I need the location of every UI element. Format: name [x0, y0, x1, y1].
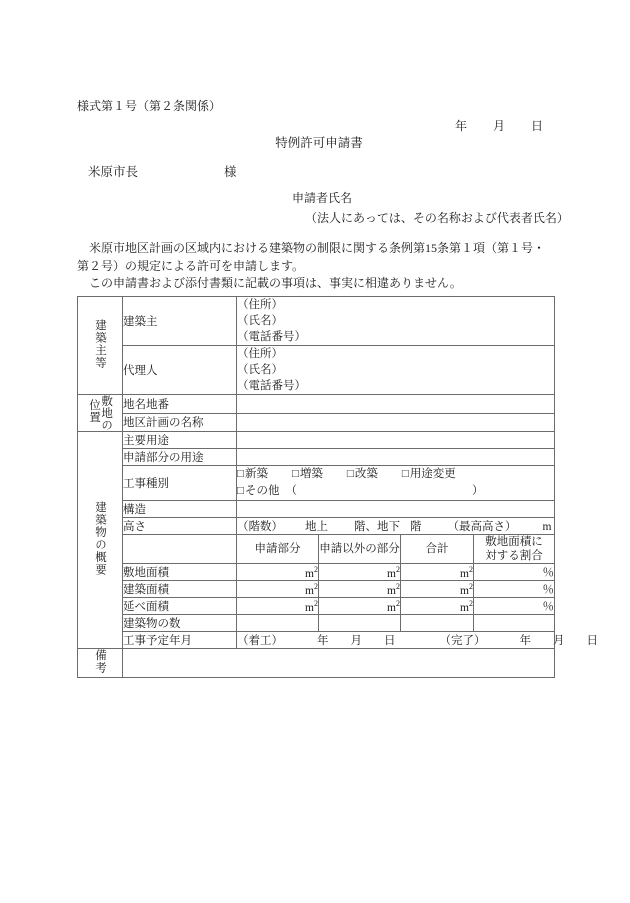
checkbox-option-rebuild[interactable]	[347, 466, 378, 483]
unit-sqm-sup: 2	[396, 564, 400, 574]
group-label-building-outline	[78, 432, 123, 649]
row-label-district-plan-name: 地区計画の名称	[123, 413, 237, 432]
group-label-remarks	[78, 649, 123, 678]
table-row-agent	[78, 346, 555, 395]
checkbox-icon: □	[237, 468, 244, 480]
unit-sqm-sup: 2	[469, 581, 473, 591]
schedule-end-day: 日	[586, 635, 598, 647]
area-header-ratio	[474, 535, 555, 564]
area-header-other: 申請以外の部分	[319, 535, 401, 564]
group-label-site-position-text-b: 位置	[88, 399, 100, 423]
group-label-building-outline-text: 建築物の概要	[94, 501, 107, 576]
field-building-area-applied[interactable]	[237, 581, 319, 598]
builder-name: （氏名）	[237, 315, 283, 327]
height-max-label: （最高高さ）	[447, 521, 517, 533]
row-label-building-count: 建築物の数	[123, 615, 237, 632]
row-label-schedule: 工事予定年月	[123, 632, 237, 649]
checkbox-label-rebuild: 改築	[354, 468, 378, 480]
row-label-applied-part-use: 申請部分の用途	[123, 449, 237, 466]
checkbox-label-new-build: 新築	[244, 468, 268, 480]
field-site-area-applied[interactable]	[237, 564, 319, 581]
request-paragraph: 米原市地区計画の区域内における建築物の制限に関する条例第15条第１項（第１号・第２号）の規定による許可を申請します。	[77, 241, 546, 273]
area-header-ratio-line1: 敷地面積に	[485, 536, 543, 548]
table-row-area-header	[78, 535, 555, 564]
field-applied-part-use[interactable]	[237, 449, 555, 466]
work-type-other-close-paren: ）	[471, 485, 484, 497]
field-building-area-total[interactable]	[401, 581, 474, 598]
applicant-name-note: （法人にあっては、その名称および代表者氏名）	[305, 211, 569, 225]
field-building-area-ratio[interactable]	[474, 581, 555, 598]
date-line	[455, 117, 543, 134]
table-row-lot-number	[78, 395, 555, 414]
schedule-start-day: 日	[384, 635, 396, 647]
area-header-spacer	[123, 535, 237, 564]
date-day-label: 日	[531, 119, 544, 133]
height-floors-label: （階数）	[237, 521, 283, 533]
field-building-count-total[interactable]	[401, 615, 474, 632]
applicant-name-label: 申請者氏名	[292, 191, 353, 205]
table-row-builder	[78, 297, 555, 346]
date-year-label: 年	[455, 119, 468, 133]
unit-percent: ％	[542, 584, 554, 596]
field-building-count-ratio[interactable]	[474, 615, 555, 632]
row-label-building-area: 建築面積	[123, 581, 237, 598]
field-height[interactable]	[237, 518, 555, 535]
checkbox-icon: □	[401, 468, 409, 480]
table-row-building-area	[78, 581, 555, 598]
group-label-site-position-stack	[78, 395, 122, 431]
schedule-start-month: 月	[350, 635, 362, 647]
schedule-end-year: 年	[519, 635, 531, 647]
table-row-structure	[78, 501, 555, 518]
row-label-total-floor-area: 延べ面積	[123, 598, 237, 615]
declaration-paragraph: この申請書および添付書類に記載の事項は、事実に相違ありません。	[89, 276, 462, 290]
work-type-options-row	[237, 466, 554, 483]
field-total-floor-area-other[interactable]	[319, 598, 401, 615]
field-total-floor-area-ratio[interactable]	[474, 598, 555, 615]
field-building-count-applied[interactable]	[237, 615, 319, 632]
checkbox-option-use-change[interactable]	[402, 466, 456, 483]
unit-sqm: m	[305, 584, 314, 597]
work-type-other-row[interactable]	[237, 483, 554, 500]
table-row-total-floor-area	[78, 598, 555, 615]
row-label-builder: 建築主	[123, 297, 237, 346]
addressee-honorific: 様	[224, 165, 237, 179]
unit-percent: ％	[542, 567, 554, 579]
builder-phone: （電話番号）	[237, 331, 306, 343]
schedule-end-month: 月	[553, 635, 565, 647]
checkbox-label-use-change: 用途変更	[409, 468, 456, 480]
checkbox-option-new-build[interactable]	[237, 466, 268, 483]
date-month-label: 月	[493, 119, 506, 133]
field-remarks[interactable]	[123, 649, 555, 678]
unit-sqm-sup: 2	[396, 581, 400, 591]
area-header-total: 合計	[401, 535, 474, 564]
field-total-floor-area-applied[interactable]	[237, 598, 319, 615]
field-main-use[interactable]	[237, 432, 555, 449]
table-row-building-count	[78, 615, 555, 632]
group-label-site-position	[78, 395, 123, 432]
field-agent-details[interactable]	[237, 346, 555, 395]
field-total-floor-area-total[interactable]	[401, 598, 474, 615]
height-floor-unit-1: 階、地下	[354, 521, 400, 533]
unit-sqm: m	[387, 601, 396, 614]
agent-address: （住所）	[237, 348, 283, 360]
schedule-start-year: 年	[317, 635, 329, 647]
form-number: 様式第１号（第２条関係）	[77, 99, 222, 113]
addressee-name: 米原市長	[88, 165, 139, 179]
row-label-work-type: 工事種別	[123, 466, 237, 501]
group-label-builder	[78, 297, 123, 395]
row-label-structure: 構造	[123, 501, 237, 518]
table-row-remarks	[78, 649, 555, 678]
table-row-main-use	[78, 432, 555, 449]
table-row-work-type	[78, 466, 555, 501]
area-header-applied: 申請部分	[237, 535, 319, 564]
group-label-remarks-text: 備考	[94, 649, 107, 674]
unit-sqm-sup: 2	[314, 598, 318, 608]
unit-sqm: m	[305, 601, 314, 614]
unit-sqm: m	[387, 567, 396, 580]
unit-sqm: m	[460, 567, 469, 580]
application-table-wrap	[77, 296, 598, 678]
builder-address: （住所）	[237, 299, 283, 311]
document-title: 特例許可申請書	[275, 136, 363, 150]
checkbox-label-extension: 増築	[299, 468, 323, 480]
field-site-area-total[interactable]	[401, 564, 474, 581]
row-label-agent: 代理人	[123, 346, 237, 395]
unit-sqm-sup: 2	[314, 564, 318, 574]
unit-sqm: m	[387, 584, 396, 597]
field-builder-details[interactable]	[237, 297, 555, 346]
field-site-area-ratio[interactable]	[474, 564, 555, 581]
field-site-area-other[interactable]	[319, 564, 401, 581]
row-label-height: 高さ	[123, 518, 237, 535]
table-row-schedule	[78, 632, 555, 649]
unit-sqm: m	[305, 567, 314, 580]
field-lot-number[interactable]	[237, 395, 555, 414]
table-row-district-plan-name	[78, 413, 555, 432]
addressee-line	[88, 162, 237, 180]
table-row-height	[78, 518, 555, 535]
height-above-ground-label: 地上	[305, 521, 328, 533]
application-table	[77, 296, 598, 678]
checkbox-icon: □	[346, 468, 354, 480]
table-row-applied-part-use	[78, 449, 555, 466]
checkbox-icon: □	[237, 485, 244, 497]
unit-sqm-sup: 2	[469, 564, 473, 574]
table-row-site-area	[78, 564, 555, 581]
field-building-area-other[interactable]	[319, 581, 401, 598]
row-label-main-use: 主要用途	[123, 432, 237, 449]
field-district-plan-name[interactable]	[237, 413, 555, 432]
schedule-end-label: （完了）	[439, 635, 486, 647]
row-label-site-area: 敷地面積	[123, 564, 237, 581]
checkbox-icon: □	[291, 468, 299, 480]
agent-phone: （電話番号）	[237, 380, 306, 392]
unit-sqm: m	[460, 601, 469, 614]
schedule-start-label: （着工）	[237, 635, 283, 647]
group-label-builder-text: 建築主等	[94, 319, 107, 369]
field-schedule[interactable]	[237, 632, 598, 649]
unit-sqm: m	[460, 584, 469, 597]
area-header-ratio-line2: 対する割合	[485, 550, 543, 562]
field-structure[interactable]	[237, 501, 555, 518]
field-building-count-other[interactable]	[319, 615, 401, 632]
work-type-other-open-paren: （	[285, 485, 297, 497]
height-unit: m	[542, 521, 552, 533]
row-label-lot-number: 地名地番	[123, 395, 237, 414]
group-label-site-position-text-a: 敷地の	[100, 395, 113, 431]
unit-sqm-sup: 2	[396, 598, 400, 608]
checkbox-option-extension[interactable]	[292, 466, 323, 483]
agent-name: （氏名）	[237, 364, 283, 376]
field-work-type[interactable]	[237, 466, 555, 501]
height-floor-unit-2: 階	[410, 521, 422, 533]
checkbox-label-other: その他	[244, 485, 280, 497]
unit-percent: ％	[542, 601, 554, 613]
unit-sqm-sup: 2	[469, 598, 473, 608]
unit-sqm-sup: 2	[314, 581, 318, 591]
